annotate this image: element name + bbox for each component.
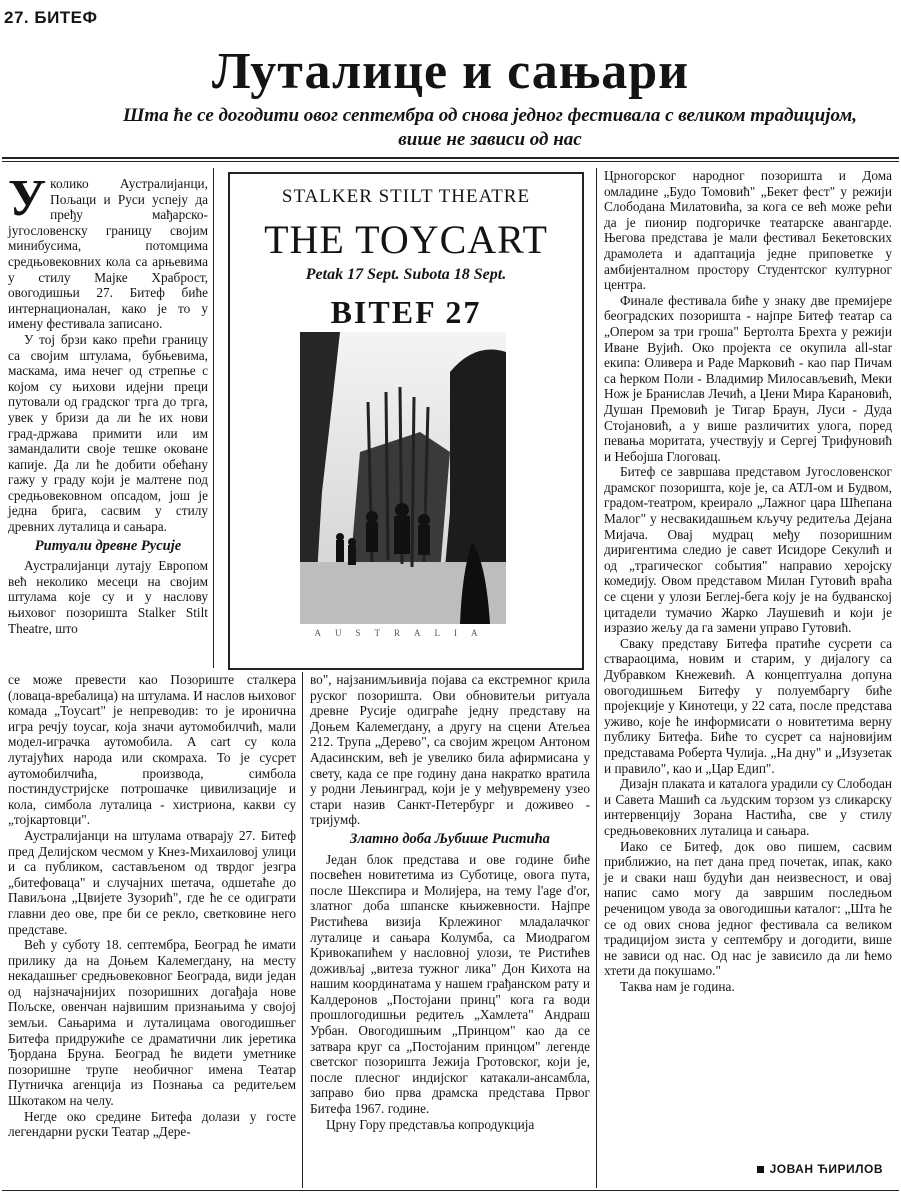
paragraph: Иако се Битеф, док ово пишем, сасвим приближио, на пет дана пред почетак, ипак, како је и сваки наш будући дан неизвесност, и овај напис само могу да завршим последњом реченицом увода за овогодишњи каталог: „Шта ће се од ових снова једног фестивала са великом традицијом зиста у септембру и догодити, више не зависи од нас. Од нас је зависило да ли ћемо хтети да покушамо.": [604, 838, 892, 979]
paragraph: Аустралијанци на штулама отварају 27. Битеф пред Делијском чесмом у Кнез-Михаиловој улици и са публиком, састављеном од тврдог језгра „битефоваца" и случајних шетача, одшетаће до Павиљона „Цвијете Зузорић", где ће се одиграти главни део ове, пре би се рекло, светковине него представе.: [8, 827, 296, 937]
column-divider: [213, 168, 214, 668]
article-subtitle: Шта ће се догодити овог септембра од снова једног фестивала с великом традицијом, више не зависи од нас: [122, 105, 858, 150]
poster-title: THE TOYCART: [264, 217, 548, 262]
footer-rule: [2, 1190, 899, 1191]
paragraph: Црногорског народног позоришта и Дома омладине „Будо Томовић" „Бекет фест" у режији Слободана Милатовића, за кога се већ може рећи да је пионир подгоричке театарске авангарде. Његова представа је мали фестивал Бекетовских драмолета и адаптација једне приповетке у амбијенталном простору Студентског културног центра.: [604, 168, 892, 293]
section-label: 27. БИТЕФ: [4, 8, 98, 27]
paragraph: Битеф се завршава представом Југословенског драмског позоришта, које је, са АТЛ-ом и Будвом, градом-театром, креирало „Лажног цара Шћепана Малог" у несвакидашњем кључу редитеља Дејана Мијача. Овај мудрац међу позоришним диригентима следио је савет Исидоре Секулић и од „трагическог события" направио херојску комедију. Овом представом Милан Гутовић враћа се сцени у улози Беглеј-бега коју је на будванској цитадели тумачио Жарко Лаушевић и који је изразио жељу да га замени управо Гутовић.: [604, 464, 892, 636]
column-left-bottom: [8, 672, 296, 1140]
poster-image: [228, 172, 584, 670]
column-right: [604, 168, 892, 994]
column-divider: [302, 672, 303, 1188]
column-divider: [596, 168, 597, 1188]
paragraph: У тој брзи како прећи границу са својим штулама, бубњевима, маскама, има нечег од стрепње с којом су њихови идејни преци путовали од градског трга до трга, увек у бризи да ли ће их нови град-држава примити или им замандалити своје тешке оковане капије. Да ли ће добити обећану гажу у граду који је малтене под средњовековном опсадом, још је једна брига, сасвим у стилу древних луталица и сањара.: [8, 331, 208, 535]
header-rule: [2, 157, 899, 159]
paragraph: Аустралијанци лутају Европом већ неколико месеци на својим штулама које су и у наслову њиховог позоришта Stalker Stilt Theatre, што: [8, 558, 208, 636]
subheading: Златно доба Љубише Ристића: [350, 830, 550, 847]
column-left-top: [8, 170, 208, 636]
paragraph: Уколико Аустралијанци, Пољаци и Руси успеју да пређу мађарско-југословенску границу својим минибусима, потомцима средњовековних кола са арњевима у стилу Мајке Храброст, овогодишњи 27. Битеф биће интернационалан, како је то у имену фестивала записано.: [8, 170, 208, 332]
paragraph: Таква нам је година.: [620, 978, 735, 994]
column-middle-bottom: [310, 672, 590, 1132]
paragraph: Један блок представа и ове године биће посвећен новитетима из Суботице, овога пута, после Шекспира и Молијера, на тему l'age d'or, златног доба шпанске књижевности. Најпре Ристићева визија Крлежиног младалачког луталице и сањара Колумба, са Миодрагом Кривокапићем у насловној улози, те Ристићев доживљај „витеза тужног лика" Дон Кихота на нашим координатама у нашем грађанском рату и Калдеронов „Постојани принц" кога га води прошлогодишњи редитељ „Хамлета" Андраш Урбан. Овогодишњим „Принцом" као да се затвара круг са „Постојаним принцом" легенде светског позоришта Јежија Гротовског, који је, после плесног индијског катакали-ансамбла, заправо био прва драмска представа Првог Битефа 1967. године.: [310, 851, 590, 1117]
paragraph: Негде око средине Битефа долази у госте легендарни руски Театар „Дере-: [8, 1108, 296, 1140]
poster-dates: Petak 17 Sept. Subota 18 Sept.: [305, 266, 507, 283]
header-rule-thin: [2, 161, 899, 162]
paragraph: Већ у суботу 18. септембра, Београд ће имати прилику да на Доњем Калемегдану, на месту некадашњег средњовековног Београда, види један од најзначајнијих позоришних догађаја нове Пољске, овенчан највишим признањима у својој земљи. Сањарима и луталицама овогодишњег Битефа придружиће се драматични лик јеретика Ђордана Бруна. Београд ће видети уметнике позоришне трупе необичног имена Театар Путничка агенција из Познања са редитељем Шкотаком на челу.: [8, 937, 296, 1109]
poster-footer: AUSTRALIA: [314, 628, 492, 638]
paragraph: Сваку представу Битефа пратиће сусрети са ствараоцима, новим и старим, у дијалогу са Дубравком Кнежевић. А концептуална допуна овогодишњем Битефу у полуембаргу биће пројекције у Кинотеци, у 22 сата, после представа уживо, које ће информисати о новитетима верну публику Битефа. Биће то сусрет са најновијим представама Роберта Чулија. „На дну" и „Изузетак и правило", као и „Цар Едип".: [604, 635, 892, 776]
paragraph: се може превести као Позориште сталкера (ловаца-вребалица) на штулама. И наслов њиховог комада „Toycart" је непреводив: то је иронична игра речју toycar, која значи аутомобилчић, мали модел-играчка аутомобила. А cart су кола лутајућих народа или скомраха. То је сусрет аутомобилчића, производа, симбола постиндустријске потрошачке цивилизације и кола, симбола луталица - хистриона, какви су „тојкартовци".: [8, 672, 296, 828]
subheading: Ритуали древне Русије: [34, 537, 182, 554]
stilt-walkers-photo: [300, 332, 506, 624]
drop-cap: У: [8, 170, 47, 227]
square-bullet-icon: [757, 1166, 764, 1173]
paragraph: Дизајн плаката и каталога урадили су Слободан и Савета Машић са људским торзом уз сликарску интервенцију Зорана Настића, све у стилу средњовековних луталица и сањара.: [604, 776, 892, 838]
poster-festival: BITEF 27: [330, 294, 482, 330]
paragraph: Финале фестивала биће у знаку две премијере београдских позоришта - најпре Битеф театар са „Опером за три гроша" Бертолта Брехта у режији Иване Вујић. Око пројекта се окупила all-star екипа: Оливера и Раде Марковић - као пар Пичам са ћерком Поли - Владимир Милосављевић, Меки Нож је Бранислав Лечић, а Џени Мира Карановић, Душан Премовић је Тигар Браун, Луси - Дуда Стојановић, а у више различитих улога, поред певања моритата, учествују и Сергеј Трифуновић и Небојша Глоговац.: [604, 292, 892, 464]
poster-company: STALKER STILT THEATRE: [281, 186, 531, 207]
paragraph: Црну Гору представља копродукција: [326, 1116, 535, 1132]
paragraph: во", најзанимљивија појава са екстремног крила руског позоришта. Ови обновитељи ритуала древне Русије одиграће једну представу на Доњем Калемегдану, а другу на сцени Атељеа 212. Трупа „Дерево", са својим жрецом Антоном Адасинским, већ је увелико била афирмисана у свету, када се пре годину дана накратко вратила у родни Лењинград, који је у међувремену узео стари назив Санкт-Петербург и доживео - тријумф.: [310, 672, 590, 828]
article-title: Луталице и сањари: [211, 43, 690, 100]
author-signature: ЈОВАН ЋИРИЛОВ: [757, 1162, 883, 1176]
